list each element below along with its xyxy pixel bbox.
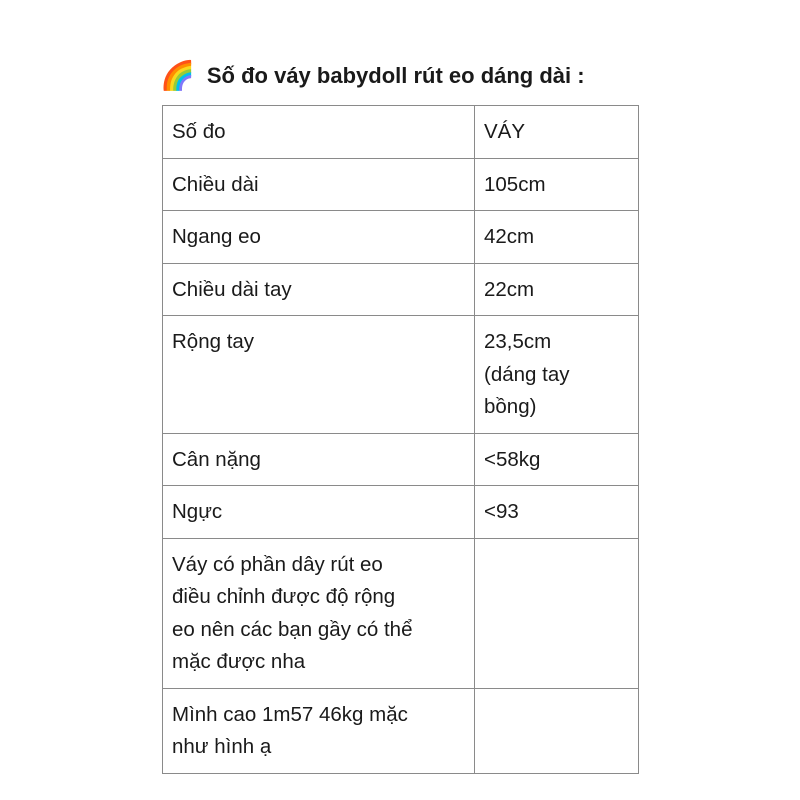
table-row-header <box>163 106 639 159</box>
table-cell-label <box>163 538 475 688</box>
cell-text: Váy có phần dây rút eo điều chỉnh được độ rộng eo nên các bạn gầy có thể mặc được nha <box>172 552 413 673</box>
table-cell-label <box>163 211 475 264</box>
cell-text: Rộng tay <box>172 330 255 353</box>
table-row <box>163 158 639 211</box>
table-row <box>163 486 639 539</box>
cell-text: <93 <box>484 500 519 523</box>
page-title-text: Số đo váy babydoll rút eo dáng dài : <box>206 63 585 88</box>
page-title <box>160 58 585 94</box>
table-cell-value <box>475 688 639 773</box>
table-cell-value <box>475 433 639 486</box>
table-cell-value <box>475 211 639 264</box>
table-cell-label <box>163 486 475 539</box>
table-cell-value <box>475 158 639 211</box>
cell-text: Mình cao 1m57 46kg mặc như hình ạ <box>172 702 408 758</box>
cell-text: Số đo <box>172 120 226 143</box>
table-row-note <box>163 538 639 688</box>
cell-text: 105cm <box>484 172 546 196</box>
table-row-note <box>163 688 639 773</box>
table-cell-label <box>163 158 475 211</box>
table-cell-label <box>163 433 475 486</box>
cell-text: Chiều dài tay <box>172 277 292 301</box>
table-row <box>163 433 639 486</box>
cell-text: 42cm <box>484 225 535 248</box>
table-row <box>163 316 639 434</box>
rainbow-icon: 🌈 <box>160 60 195 91</box>
table-row <box>163 211 639 264</box>
cell-text: Ngực <box>172 500 223 523</box>
table-cell-label <box>163 263 475 316</box>
table-row <box>163 263 639 316</box>
table-cell-label <box>163 106 475 159</box>
cell-text: 23,5cm (dáng tay bồng) <box>484 330 570 418</box>
table-cell-value <box>475 106 639 159</box>
cell-text: Cân nặng <box>172 447 261 471</box>
table-cell-label <box>163 688 475 773</box>
cell-text: Ngang eo <box>172 225 261 248</box>
table-cell-value <box>475 486 639 539</box>
measurement-table <box>162 105 639 774</box>
table-cell-label <box>163 316 475 434</box>
cell-text: VÁY <box>484 120 526 143</box>
cell-text: Chiều dài <box>172 172 259 196</box>
table-cell-value <box>475 263 639 316</box>
cell-text: 22cm <box>484 277 535 301</box>
cell-text: <58kg <box>484 447 541 471</box>
table-cell-value <box>475 316 639 434</box>
table-cell-value <box>475 538 639 688</box>
